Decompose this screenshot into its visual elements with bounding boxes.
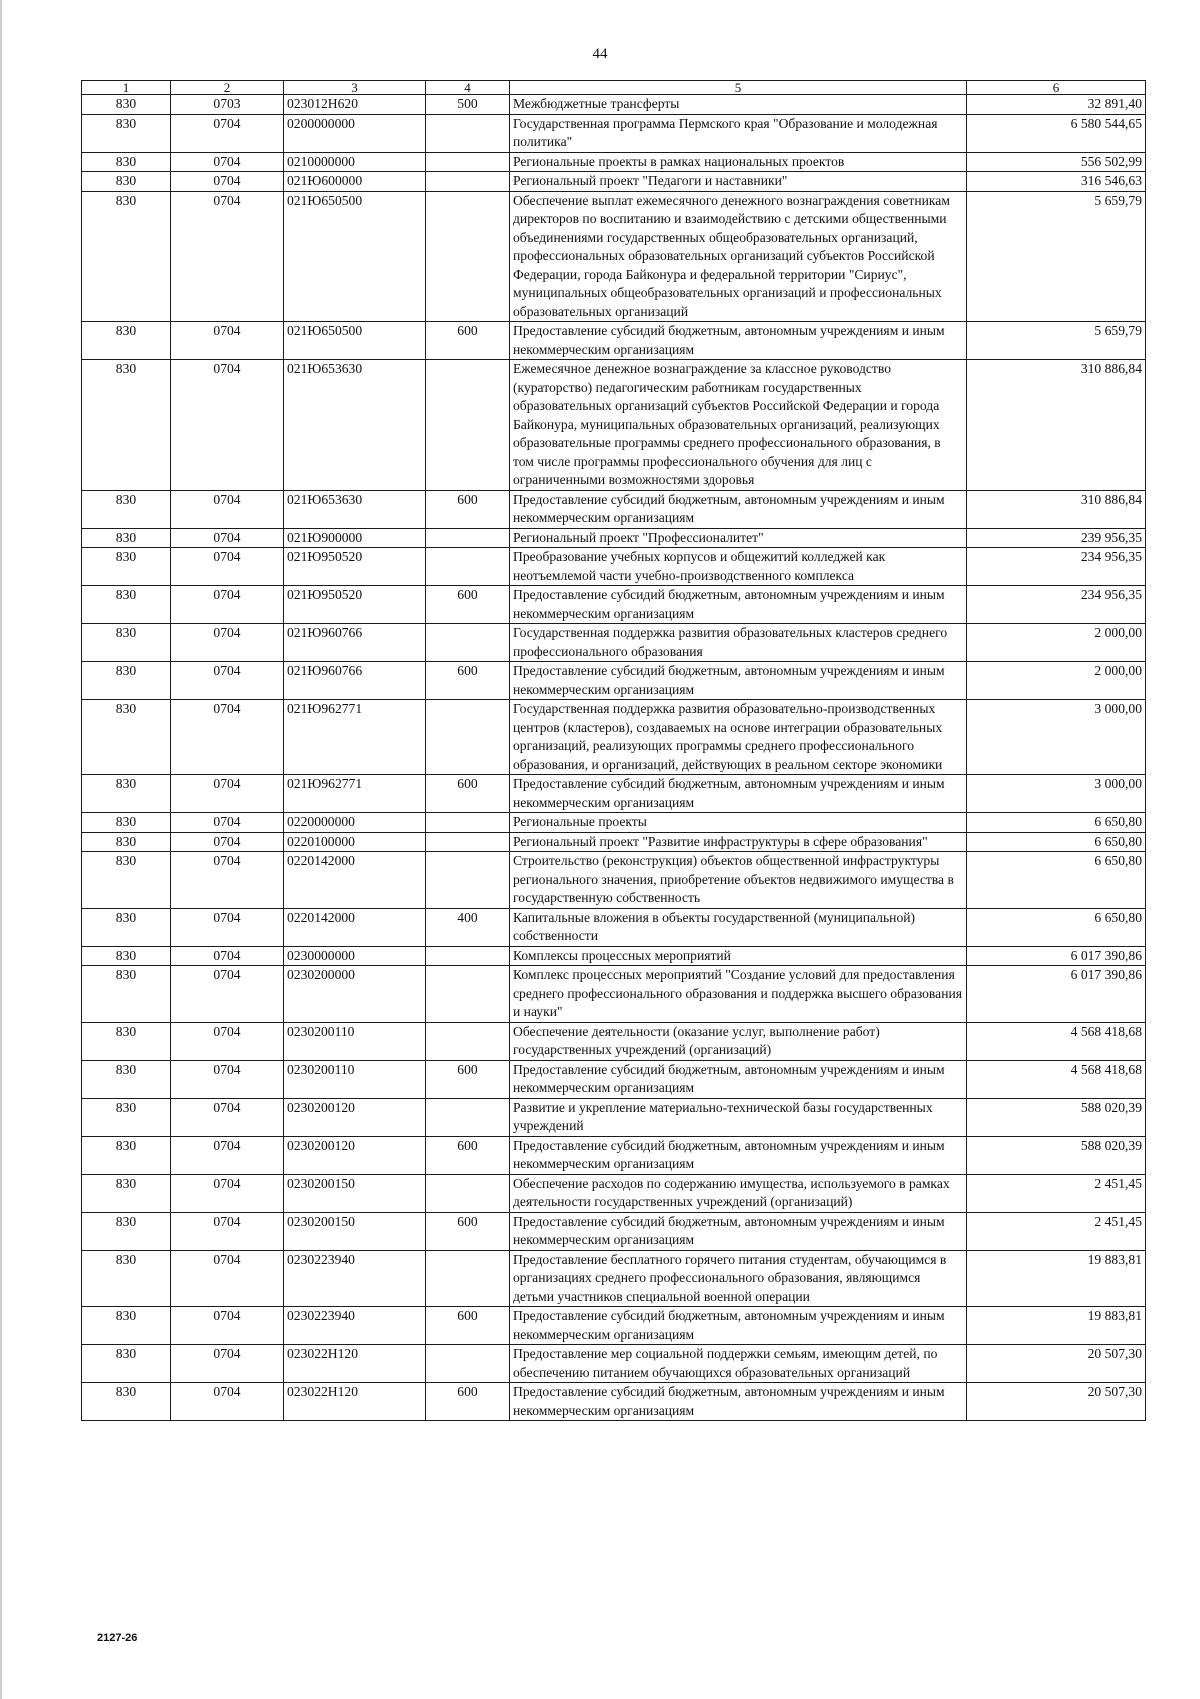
section-code-cell: 0704 xyxy=(171,1060,284,1098)
table-row xyxy=(82,95,1146,115)
amount-cell: 6 650,80 xyxy=(967,852,1146,909)
column-header-6: 6 xyxy=(967,81,1146,95)
section-code-cell: 0704 xyxy=(171,360,284,491)
target-article-cell: 021Ю960766 xyxy=(284,662,426,700)
section-code-cell: 0704 xyxy=(171,1136,284,1174)
section-code-cell: 0704 xyxy=(171,1022,284,1060)
target-article-cell: 021Ю653630 xyxy=(284,360,426,491)
table-row xyxy=(82,1022,1146,1060)
admin-code-cell: 830 xyxy=(82,586,171,624)
target-article-cell: 023022Н120 xyxy=(284,1345,426,1383)
amount-cell: 234 956,35 xyxy=(967,586,1146,624)
target-article-cell: 021Ю650500 xyxy=(284,322,426,360)
table-row xyxy=(82,662,1146,700)
section-code-cell: 0704 xyxy=(171,490,284,528)
item-name-cell: Предоставление субсидий бюджетным, автономным учреждениям и иным некоммерческим организациям xyxy=(510,775,967,813)
admin-code-cell: 830 xyxy=(82,490,171,528)
expense-type-cell: 600 xyxy=(426,1307,510,1345)
admin-code-cell: 830 xyxy=(82,966,171,1023)
amount-cell: 19 883,81 xyxy=(967,1250,1146,1307)
table-row xyxy=(82,322,1146,360)
admin-code-cell: 830 xyxy=(82,813,171,833)
target-article-cell: 0200000000 xyxy=(284,114,426,152)
section-code-cell: 0704 xyxy=(171,1307,284,1345)
expense-type-cell xyxy=(426,1098,510,1136)
admin-code-cell: 830 xyxy=(82,1174,171,1212)
section-code-cell: 0704 xyxy=(171,152,284,172)
amount-cell: 4 568 418,68 xyxy=(967,1022,1146,1060)
table-row xyxy=(82,624,1146,662)
expense-type-cell xyxy=(426,360,510,491)
table-row xyxy=(82,946,1146,966)
item-name-cell: Региональный проект "Развитие инфраструктуры в сфере образования" xyxy=(510,832,967,852)
table-row xyxy=(82,1212,1146,1250)
column-header-1: 1 xyxy=(82,81,171,95)
expense-type-cell: 600 xyxy=(426,1383,510,1421)
amount-cell: 5 659,79 xyxy=(967,322,1146,360)
admin-code-cell: 830 xyxy=(82,172,171,192)
admin-code-cell: 830 xyxy=(82,1136,171,1174)
page-number: 44 xyxy=(592,46,608,62)
item-name-cell: Предоставление субсидий бюджетным, автономным учреждениям и иным некоммерческим организациям xyxy=(510,1212,967,1250)
expense-type-cell xyxy=(426,1345,510,1383)
target-article-cell: 0230223940 xyxy=(284,1307,426,1345)
expense-type-cell xyxy=(426,1022,510,1060)
column-header-5: 5 xyxy=(510,81,967,95)
target-article-cell: 021Ю600000 xyxy=(284,172,426,192)
expense-type-cell xyxy=(426,1250,510,1307)
expense-type-cell xyxy=(426,966,510,1023)
item-name-cell: Предоставление субсидий бюджетным, автономным учреждениям и иным некоммерческим организациям xyxy=(510,490,967,528)
admin-code-cell: 830 xyxy=(82,832,171,852)
section-code-cell: 0704 xyxy=(171,832,284,852)
section-code-cell: 0704 xyxy=(171,700,284,775)
admin-code-cell: 830 xyxy=(82,528,171,548)
admin-code-cell: 830 xyxy=(82,95,171,115)
expense-type-cell: 500 xyxy=(426,95,510,115)
admin-code-cell: 830 xyxy=(82,1022,171,1060)
table-header-row xyxy=(82,81,1146,95)
item-name-cell: Развитие и укрепление материально-технической базы государственных учреждений xyxy=(510,1098,967,1136)
item-name-cell: Предоставление субсидий бюджетным, автономным учреждениям и иным некоммерческим организациям xyxy=(510,322,967,360)
amount-cell: 5 659,79 xyxy=(967,191,1146,322)
expense-type-cell xyxy=(426,172,510,192)
target-article-cell: 0220000000 xyxy=(284,813,426,833)
amount-cell: 310 886,84 xyxy=(967,490,1146,528)
amount-cell: 2 000,00 xyxy=(967,662,1146,700)
expense-type-cell xyxy=(426,624,510,662)
table-row xyxy=(82,152,1146,172)
admin-code-cell: 830 xyxy=(82,662,171,700)
column-header-2: 2 xyxy=(171,81,284,95)
target-article-cell: 0230200150 xyxy=(284,1174,426,1212)
expense-type-cell xyxy=(426,1174,510,1212)
amount-cell: 310 886,84 xyxy=(967,360,1146,491)
target-article-cell: 0230200150 xyxy=(284,1212,426,1250)
item-name-cell: Предоставление субсидий бюджетным, автономным учреждениям и иным некоммерческим организациям xyxy=(510,1060,967,1098)
table-row xyxy=(82,1060,1146,1098)
target-article-cell: 021Ю962771 xyxy=(284,775,426,813)
admin-code-cell: 830 xyxy=(82,322,171,360)
table-row xyxy=(82,1174,1146,1212)
item-name-cell: Обеспечение деятельности (оказание услуг, выполнение работ) государственных учреждений (организаций) xyxy=(510,1022,967,1060)
section-code-cell: 0704 xyxy=(171,191,284,322)
table-row xyxy=(82,548,1146,586)
item-name-cell: Государственная поддержка развития образовательно-производственных центров (кластеров), создаваемых на основе интеграции образовательных организаций, реализующих программы среднего профессионального образования, и организаций, действующих в реальном секторе экономики xyxy=(510,700,967,775)
section-code-cell: 0704 xyxy=(171,775,284,813)
expense-type-cell: 600 xyxy=(426,1136,510,1174)
amount-cell: 2 000,00 xyxy=(967,624,1146,662)
table-row xyxy=(82,528,1146,548)
amount-cell: 6 580 544,65 xyxy=(967,114,1146,152)
section-code-cell: 0704 xyxy=(171,528,284,548)
item-name-cell: Предоставление субсидий бюджетным, автономным учреждениям и иным некоммерческим организациям xyxy=(510,586,967,624)
table-row xyxy=(82,813,1146,833)
table-row xyxy=(82,1136,1146,1174)
admin-code-cell: 830 xyxy=(82,1345,171,1383)
item-name-cell: Предоставление субсидий бюджетным, автономным учреждениям и иным некоммерческим организациям xyxy=(510,1136,967,1174)
amount-cell: 20 507,30 xyxy=(967,1345,1146,1383)
admin-code-cell: 830 xyxy=(82,908,171,946)
expense-type-cell xyxy=(426,946,510,966)
amount-cell: 32 891,40 xyxy=(967,95,1146,115)
section-code-cell: 0704 xyxy=(171,322,284,360)
table-row xyxy=(82,1345,1146,1383)
item-name-cell: Предоставление бесплатного горячего питания студентам, обучающимся в организациях среднего профессионального образования, являющимся детьми участников специальной военной операции xyxy=(510,1250,967,1307)
admin-code-cell: 830 xyxy=(82,191,171,322)
amount-cell: 6 017 390,86 xyxy=(967,946,1146,966)
column-header-3: 3 xyxy=(284,81,426,95)
expense-type-cell: 600 xyxy=(426,490,510,528)
item-name-cell: Региональные проекты в рамках национальных проектов xyxy=(510,152,967,172)
amount-cell: 19 883,81 xyxy=(967,1307,1146,1345)
item-name-cell: Предоставление субсидий бюджетным, автономным учреждениям и иным некоммерческим организациям xyxy=(510,662,967,700)
amount-cell: 588 020,39 xyxy=(967,1136,1146,1174)
table-row xyxy=(82,966,1146,1023)
item-name-cell: Предоставление субсидий бюджетным, автономным учреждениям и иным некоммерческим организациям xyxy=(510,1383,967,1421)
admin-code-cell: 830 xyxy=(82,114,171,152)
expense-type-cell xyxy=(426,528,510,548)
table-row xyxy=(82,191,1146,322)
section-code-cell: 0704 xyxy=(171,813,284,833)
table-row xyxy=(82,775,1146,813)
amount-cell: 2 451,45 xyxy=(967,1174,1146,1212)
target-article-cell: 021Ю650500 xyxy=(284,191,426,322)
table-row xyxy=(82,1250,1146,1307)
item-name-cell: Предоставление мер социальной поддержки семьям, имеющим детей, по обеспечению питанием обучающихся образовательных организаций xyxy=(510,1345,967,1383)
section-code-cell: 0704 xyxy=(171,114,284,152)
expense-type-cell: 600 xyxy=(426,1060,510,1098)
admin-code-cell: 830 xyxy=(82,624,171,662)
table-row xyxy=(82,360,1146,491)
target-article-cell: 0230000000 xyxy=(284,946,426,966)
target-article-cell: 0220142000 xyxy=(284,908,426,946)
expense-type-cell: 600 xyxy=(426,586,510,624)
amount-cell: 239 956,35 xyxy=(967,528,1146,548)
item-name-cell: Межбюджетные трансферты xyxy=(510,95,967,115)
target-article-cell: 023012Н620 xyxy=(284,95,426,115)
table-row xyxy=(82,114,1146,152)
item-name-cell: Обеспечение выплат ежемесячного денежного вознаграждения советникам директоров по воспитанию и взаимодействию с детскими общественными объединениями государственных общеобразовательных организаций, профессиональных образовательных организаций субъектов Российской Федерации, города Байконура и федеральной территории "Сириус", муниципальных общеобразовательных организаций и профессиональных образовательных организаций xyxy=(510,191,967,322)
amount-cell: 588 020,39 xyxy=(967,1098,1146,1136)
expense-type-cell: 600 xyxy=(426,775,510,813)
item-name-cell: Ежемесячное денежное вознаграждение за классное руководство (кураторство) педагогическим работникам государственных образовательных организаций субъектов Российской Федерации и города Байконура, муниципальных образовательных организаций, реализующих образовательные программы среднего профессионального образования, в том числе программы профессионального обучения для лиц с ограниченными возможностями здоровья xyxy=(510,360,967,491)
section-code-cell: 0704 xyxy=(171,1383,284,1421)
amount-cell: 3 000,00 xyxy=(967,700,1146,775)
item-name-cell: Капитальные вложения в объекты государственной (муниципальной) собственности xyxy=(510,908,967,946)
admin-code-cell: 830 xyxy=(82,1250,171,1307)
target-article-cell: 0230200110 xyxy=(284,1022,426,1060)
admin-code-cell: 830 xyxy=(82,152,171,172)
expense-type-cell: 400 xyxy=(426,908,510,946)
amount-cell: 3 000,00 xyxy=(967,775,1146,813)
amount-cell: 556 502,99 xyxy=(967,152,1146,172)
admin-code-cell: 830 xyxy=(82,852,171,909)
section-code-cell: 0704 xyxy=(171,1212,284,1250)
section-code-cell: 0704 xyxy=(171,1098,284,1136)
admin-code-cell: 830 xyxy=(82,1307,171,1345)
target-article-cell: 0220100000 xyxy=(284,832,426,852)
target-article-cell: 023022Н120 xyxy=(284,1383,426,1421)
table-row xyxy=(82,852,1146,909)
target-article-cell: 021Ю900000 xyxy=(284,528,426,548)
section-code-cell: 0704 xyxy=(171,1345,284,1383)
section-code-cell: 0704 xyxy=(171,662,284,700)
item-name-cell: Региональный проект "Педагоги и наставники" xyxy=(510,172,967,192)
admin-code-cell: 830 xyxy=(82,548,171,586)
table-body xyxy=(82,95,1146,1421)
expense-type-cell xyxy=(426,700,510,775)
section-code-cell: 0704 xyxy=(171,908,284,946)
target-article-cell: 021Ю960766 xyxy=(284,624,426,662)
expense-type-cell: 600 xyxy=(426,662,510,700)
expense-type-cell xyxy=(426,813,510,833)
admin-code-cell: 830 xyxy=(82,700,171,775)
expense-type-cell xyxy=(426,191,510,322)
amount-cell: 6 650,80 xyxy=(967,813,1146,833)
expense-type-cell xyxy=(426,852,510,909)
section-code-cell: 0704 xyxy=(171,586,284,624)
item-name-cell: Комплексы процессных мероприятий xyxy=(510,946,967,966)
expense-type-cell: 600 xyxy=(426,1212,510,1250)
column-header-4: 4 xyxy=(426,81,510,95)
target-article-cell: 0230223940 xyxy=(284,1250,426,1307)
section-code-cell: 0704 xyxy=(171,172,284,192)
expense-type-cell xyxy=(426,152,510,172)
expense-type-cell xyxy=(426,548,510,586)
admin-code-cell: 830 xyxy=(82,1212,171,1250)
table-row xyxy=(82,1098,1146,1136)
budget-table xyxy=(81,80,1146,1421)
admin-code-cell: 830 xyxy=(82,360,171,491)
amount-cell: 6 650,80 xyxy=(967,832,1146,852)
item-name-cell: Государственная программа Пермского края "Образование и молодежная политика" xyxy=(510,114,967,152)
section-code-cell: 0704 xyxy=(171,946,284,966)
amount-cell: 6 017 390,86 xyxy=(967,966,1146,1023)
target-article-cell: 021Ю950520 xyxy=(284,548,426,586)
table-row xyxy=(82,832,1146,852)
document-code: 2127-26 xyxy=(97,1632,138,1644)
amount-cell: 6 650,80 xyxy=(967,908,1146,946)
admin-code-cell: 830 xyxy=(82,775,171,813)
admin-code-cell: 830 xyxy=(82,1060,171,1098)
item-name-cell: Предоставление субсидий бюджетным, автономным учреждениям и иным некоммерческим организациям xyxy=(510,1307,967,1345)
amount-cell: 316 546,63 xyxy=(967,172,1146,192)
target-article-cell: 0230200120 xyxy=(284,1136,426,1174)
target-article-cell: 0230200110 xyxy=(284,1060,426,1098)
target-article-cell: 0230200120 xyxy=(284,1098,426,1136)
target-article-cell: 0210000000 xyxy=(284,152,426,172)
amount-cell: 2 451,45 xyxy=(967,1212,1146,1250)
section-code-cell: 0704 xyxy=(171,1174,284,1212)
target-article-cell: 021Ю962771 xyxy=(284,700,426,775)
table-row xyxy=(82,490,1146,528)
expense-type-cell: 600 xyxy=(426,322,510,360)
target-article-cell: 0230200000 xyxy=(284,966,426,1023)
admin-code-cell: 830 xyxy=(82,1098,171,1136)
table-row xyxy=(82,908,1146,946)
section-code-cell: 0704 xyxy=(171,852,284,909)
item-name-cell: Обеспечение расходов по содержанию имущества, используемого в рамках деятельности государственных учреждений (организаций) xyxy=(510,1174,967,1212)
section-code-cell: 0704 xyxy=(171,966,284,1023)
table-row xyxy=(82,1383,1146,1421)
table-row xyxy=(82,1307,1146,1345)
amount-cell: 234 956,35 xyxy=(967,548,1146,586)
target-article-cell: 021Ю653630 xyxy=(284,490,426,528)
table-row xyxy=(82,586,1146,624)
admin-code-cell: 830 xyxy=(82,946,171,966)
item-name-cell: Региональные проекты xyxy=(510,813,967,833)
expense-type-cell xyxy=(426,114,510,152)
table-row xyxy=(82,172,1146,192)
amount-cell: 4 568 418,68 xyxy=(967,1060,1146,1098)
expense-type-cell xyxy=(426,832,510,852)
section-code-cell: 0704 xyxy=(171,548,284,586)
section-code-cell: 0704 xyxy=(171,1250,284,1307)
section-code-cell: 0704 xyxy=(171,624,284,662)
table-row xyxy=(82,700,1146,775)
target-article-cell: 021Ю950520 xyxy=(284,586,426,624)
amount-cell: 20 507,30 xyxy=(967,1383,1146,1421)
item-name-cell: Государственная поддержка развития образовательных кластеров среднего профессионального образования xyxy=(510,624,967,662)
admin-code-cell: 830 xyxy=(82,1383,171,1421)
target-article-cell: 0220142000 xyxy=(284,852,426,909)
item-name-cell: Преобразование учебных корпусов и общежитий колледжей как неотъемлемой части учебно-производственного комплекса xyxy=(510,548,967,586)
item-name-cell: Строительство (реконструкция) объектов общественной инфраструктуры регионального значения, приобретение объектов недвижимого имущества в государственную собственность xyxy=(510,852,967,909)
section-code-cell: 0703 xyxy=(171,95,284,115)
item-name-cell: Комплекс процессных мероприятий "Создание условий для предоставления среднего профессионального образования и поддержка высшего образования и науки" xyxy=(510,966,967,1023)
item-name-cell: Региональный проект "Профессионалитет" xyxy=(510,528,967,548)
